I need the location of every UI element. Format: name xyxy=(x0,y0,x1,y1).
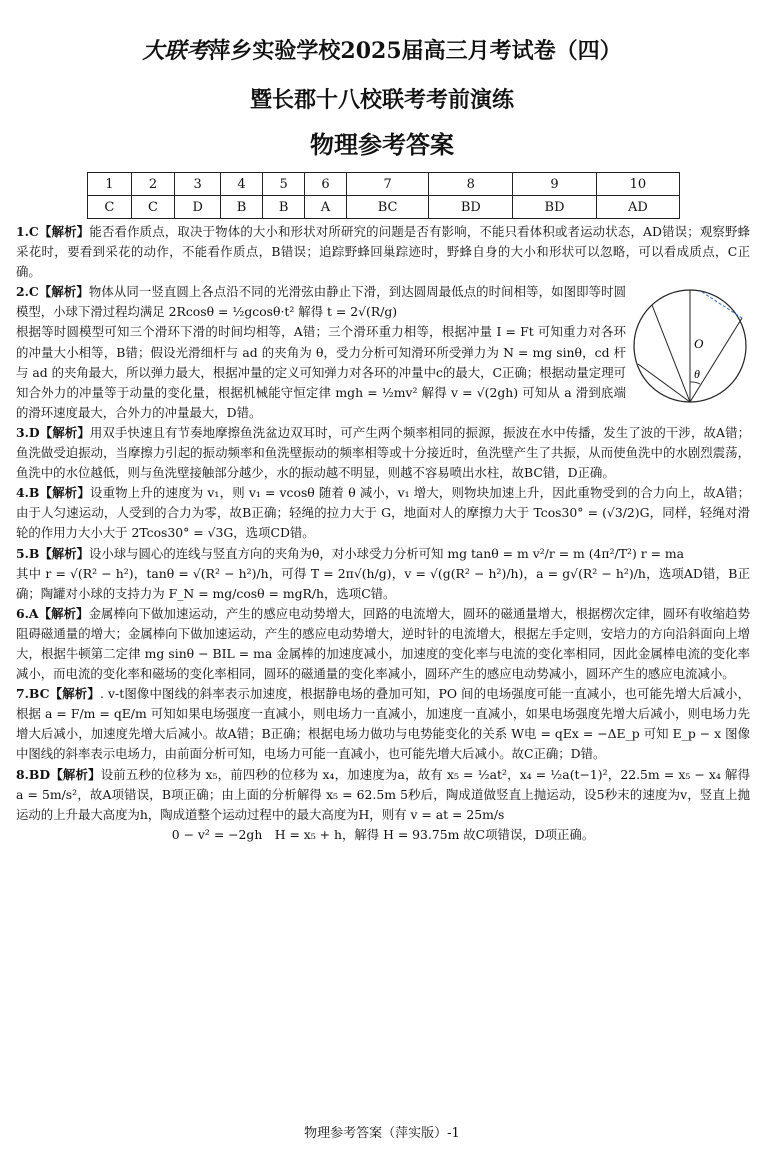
chord-a xyxy=(652,305,690,402)
question-number: 9 xyxy=(513,173,597,196)
answer-number-row xyxy=(88,173,680,196)
solution-2 xyxy=(16,282,626,322)
solution-text: . v-t图像中图线的斜率表示加速度，根据静电场的叠加可知，PO 间的电场强度可能一直减小，也可能先增大后减小，根据 a = F/m = qE/m 可知如果电场强度一直减小，则电场力一直减小，加速度一直减小，如果电场强度先增大后减小，则电场力先增大后减小，加速度先增大后减小。故A错；B正确；根据电场力做功与电势能变化的关系 W电 = qEx = −ΔE_p 可知 E_p − x 图像中图线的斜率表示电场力，由前面分析可知，电场力可能一直减小，也可能先增大后减小。故C正确；D错。 xyxy=(16,686,751,762)
solution-label: 7.BC【解析】 xyxy=(16,686,100,702)
solution-5 xyxy=(16,544,750,564)
answer-key-row xyxy=(88,196,680,219)
solution-text: 设重物上升的速度为 v₁，则 v₁ = vcosθ 随着 θ 减小，v₁ 增大，则物块加速上升，因此重物受到的合力向上，故A错；由于人匀速运动，人受到的合力为零，故B正确；轻绳的拉力大于 G，地面对人的摩擦力大于 Tcos30° = (√3/2)G，同样，轻绳对滑轮的作用力大小大于 2Tcos30° = √3G，选项CD错。 xyxy=(16,485,750,541)
answer-table xyxy=(87,172,680,219)
brand-logo: 大联考 xyxy=(142,38,209,64)
solution-label: 6.A【解析】 xyxy=(16,605,89,621)
answer-cell: C xyxy=(131,196,175,219)
answer-cell: BD xyxy=(513,196,597,219)
answer-cell: AD xyxy=(596,196,679,219)
question-number: 10 xyxy=(596,173,679,196)
solution-text: 0 − v² = −2gh H = x₅ + h，解得 H = 93.75m 故C项错误，D项正确。 xyxy=(171,826,595,842)
angle-label: θ xyxy=(694,367,700,381)
solution-text: 其中 r = √(R² − h²)，tanθ = √(R² − h²)/h，可得 T = 2π√(h/g)，v = √(g(R² − h²)/h)，a = g√(R² − h²)/h，选项AD错，B正确；陶罐对小球的支持力为 F_N = mg/cosθ = mgR/h，选项C错。 xyxy=(16,565,750,601)
solution-label: 3.D【解析】 xyxy=(16,424,90,440)
page-title: 物理参考答案 xyxy=(310,131,454,159)
question-number: 2 xyxy=(131,173,175,196)
solution-4 xyxy=(16,483,750,543)
title-main: 萍乡实验学校2025届高三月考试卷（四） xyxy=(208,38,622,64)
solution-label: 8.BD【解析】 xyxy=(16,766,101,782)
solution-6 xyxy=(16,604,750,684)
angle-arc xyxy=(690,382,700,384)
question-number: 8 xyxy=(429,173,513,196)
question-number: 4 xyxy=(221,173,263,196)
question-number: 5 xyxy=(263,173,305,196)
solution-text: 用双手快速且有节奏地摩擦鱼洗盆边双耳时，可产生两个频率相同的振源，振波在水中传播，发生了波的干涉，故A错；鱼洗做受迫振动，当摩擦力引起的振动频率和鱼洗壁振动的频率相等或十分接近时，鱼洗壁产生了共振，从而使鱼洗中的水剧烈震荡，鱼洗中的水位越低，则与鱼洗壁接触部分越少，水的振动越不明显，则越不容易喷出水柱，故BC错，D正确。 xyxy=(16,424,750,481)
question-number: 6 xyxy=(305,173,346,196)
solution-8 xyxy=(16,765,750,825)
answer-cell: B xyxy=(263,196,305,219)
solution-label: 1.C【解析】 xyxy=(16,224,90,239)
solution-text: 能否看作质点，取决于物体的大小和形状对所研究的问题是否有影响，不能只看体积或者运动状态，AD错误；观察野蜂采花时，要看到采花的动作，不能看作质点，B错误；追踪野蜂回巢踪迹时，野蜂自身的大小和形状可以忽略，可以看成质点，C正确。 xyxy=(16,224,750,280)
page-footer: 物理参考答案（萍实版）-1 xyxy=(304,1126,460,1141)
solution-text: 设前五秒的位移为 x₅，前四秒的位移为 x₄，加速度为a，故有 x₅ = ½at²，x₄ = ½a(t−1)²，22.5m = x₅ − x₄ 解得 a = 5m/s²，故A项错误，B项正确；由上面的分析解得 x₅ = 62.5m 5秒后，陶成道做竖直上抛运动，设5秒末的速度为v，竖直上抛运动的上升最大高度为h，陶成道整个运动过程中的最大高度为H，则有 v = at = 25m/s xyxy=(16,766,750,822)
title-line-1 xyxy=(0,34,764,65)
solution-1 xyxy=(16,222,750,282)
answer-cell: B xyxy=(221,196,263,219)
solution-text: 金属棒向下做加速运动，产生的感应电动势增大，回路的电流增大，圆环的磁通量增大，根据楞次定律，圆环有收缩趋势阻碍磁通量的增大；金属棒向下做加速运动，产生的感应电动势增大，逆时针的电流增大，根据左手定则，安培力的方向沿斜面向上增大，根据牛顿第二定律 mg sinθ − BIL = ma 金属棒的加速度减小，加速度的变化率与电流的变化率相同，因此金属棒电流的变化率减小，而电流的变化率和磁场的变化率相同，圆环的磁通量的变化率减小，圆环产生的感应电动势减小，圆环产生的感应电流减小。 xyxy=(16,605,750,682)
solution-5-continued xyxy=(16,564,750,604)
answer-cell: BC xyxy=(346,196,429,219)
answer-cell: A xyxy=(305,196,346,219)
answer-cell: C xyxy=(88,196,132,219)
solution-8-continued xyxy=(16,825,750,845)
question-number: 3 xyxy=(175,173,221,196)
solution-3 xyxy=(16,423,750,483)
dashed-chord xyxy=(702,292,742,318)
answer-cell: D xyxy=(175,196,221,219)
solution-label: 2.C【解析】 xyxy=(16,284,89,300)
chord-c xyxy=(690,318,742,402)
equal-time-circle-diagram xyxy=(630,286,750,406)
solution-7 xyxy=(16,684,750,764)
solution-label: 5.B【解析】 xyxy=(16,545,89,561)
solution-2-continued xyxy=(16,322,626,422)
question-number: 7 xyxy=(346,173,429,196)
center-label: O xyxy=(694,336,704,351)
solution-text: 设小球与圆心的连线与竖直方向的夹角为θ，对小球受力分析可知 mg tanθ = m v²/r = m (4π²/T²) r = ma xyxy=(88,545,685,561)
solution-text: 物体从同一竖直圆上各点沿不同的光滑弦由静止下滑，到达圆周最低点的时间相等，如图即等时圆模型，小球下滑过程均满足 2Rcosθ = ½gcosθ·t² 解得 t = 2√(R/g) xyxy=(16,284,626,320)
answer-cell: BD xyxy=(429,196,513,219)
solution-label: 4.B【解析】 xyxy=(16,485,90,501)
solution-text: 根据等时圆模型可知三个滑环下滑的时间均相等，A错；三个滑环重力相等，根据冲量 I = Ft 可知重力对各环的冲量大小相等，B错；假设光滑细杆与 ad 的夹角为 θ，受力分析可知滑环所受弹力为 N = mg sinθ，cd 杆与 ad 的夹角最大，所以弹力最大，根据冲量的定义可知弹力对各环的冲量中c的最大，C正确；根据动量定理可知合外力的冲量等于动量的变化量，根据机械能守恒定律 mgh = ½mv² 解得 v = √(2gh) 可知从 a 滑到底端的滑环速度最大，合外力的冲量最大，D错。 xyxy=(16,324,626,420)
title-line-2: 暨长郡十八校联考考前演练 xyxy=(249,87,514,113)
question-number: 1 xyxy=(88,173,132,196)
